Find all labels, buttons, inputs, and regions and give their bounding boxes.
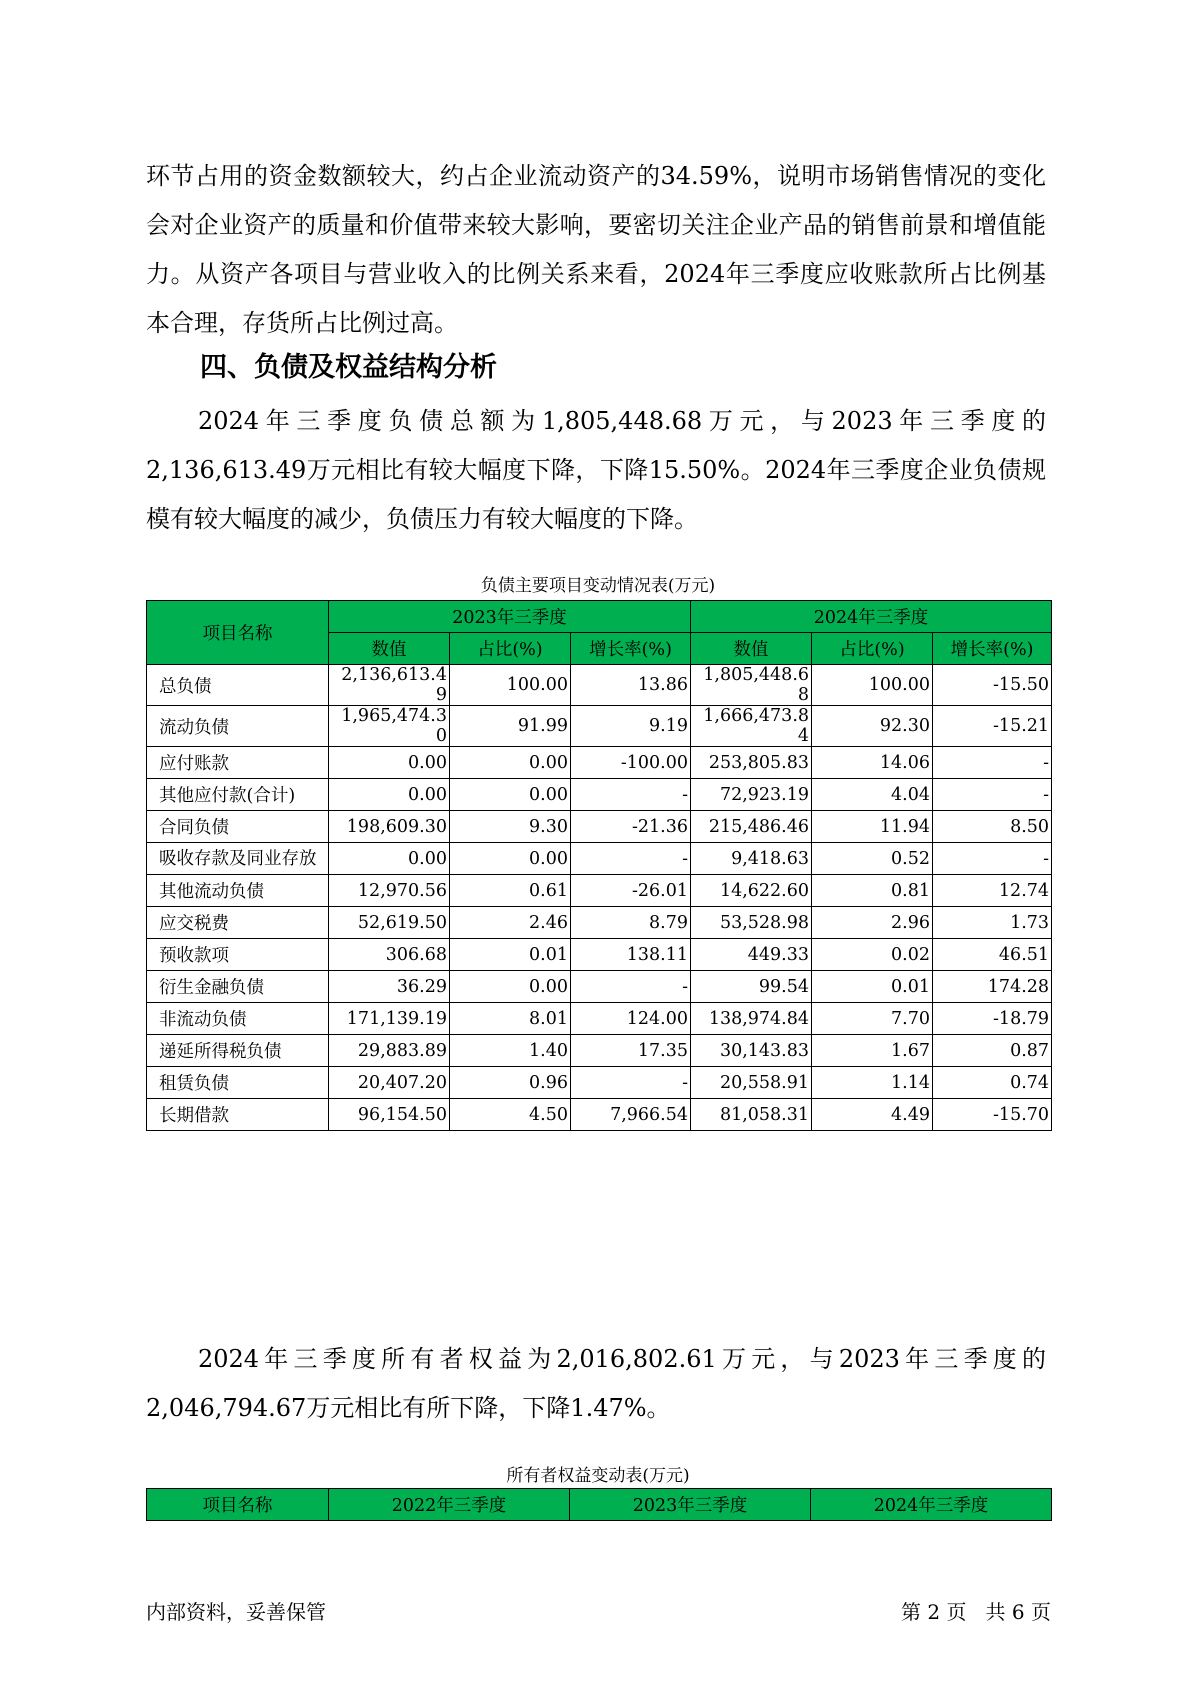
table-cell: 12.74 <box>933 875 1052 907</box>
paragraph-asset-analysis: 环节占用的资金数额较大，约占企业流动资产的34.59%，说明市场销售情况的变化会对企业资产的质量和价值带来较大影响，要密切关注企业产品的销售前景和增值能力。从资产各项目与营业收入的比例关系来看，2024年三季度应收账款所占比例基本合理，存货所占比例过高。 <box>146 162 1046 337</box>
table-cell: 1.40 <box>450 1035 571 1067</box>
row-label: 流动负债 <box>147 706 329 747</box>
table-row <box>147 1067 1052 1099</box>
header-period-2022: 2022年三季度 <box>329 1489 570 1521</box>
table-cell: 0.81 <box>812 875 933 907</box>
table-cell: -26.01 <box>571 875 691 907</box>
table-cell: - <box>571 843 691 875</box>
header-period-2024: 2024年三季度 <box>811 1489 1052 1521</box>
table-cell: 0.61 <box>450 875 571 907</box>
table-cell: 1,965,474.30 <box>329 706 450 747</box>
equity-table <box>146 1488 1052 1521</box>
liability-table <box>146 600 1052 1131</box>
table-cell: 4.49 <box>812 1099 933 1131</box>
table-row <box>147 907 1052 939</box>
table-cell: 215,486.46 <box>691 811 812 843</box>
table-cell: 1,805,448.68 <box>691 665 812 706</box>
table-cell: -100.00 <box>571 747 691 779</box>
row-label: 总负债 <box>147 665 329 706</box>
paragraph-equity-summary: 2024年三季度所有者权益为2,016,802.61万元，与2023年三季度的2,046,794.67万元相比有所下降，下降1.47%。 <box>146 1345 1046 1422</box>
table-cell: 100.00 <box>812 665 933 706</box>
table-cell: 4.04 <box>812 779 933 811</box>
table-cell: - <box>933 843 1052 875</box>
section-heading: 四、负债及权益结构分析 <box>200 352 497 383</box>
table-row <box>147 665 1052 706</box>
table-row <box>147 971 1052 1003</box>
paragraph-liability-summary: 2024年三季度负债总额为1,805,448.68万元，与2023年三季度的2,136,613.49万元相比有较大幅度下降，下降15.50%。2024年三季度企业负债规模有较大幅度的减少，负债压力有较大幅度的下降。 <box>146 407 1046 533</box>
table1-caption: 负债主要项目变动情况表(万元) <box>480 576 716 596</box>
table-row <box>147 1099 1052 1131</box>
table-cell: - <box>933 747 1052 779</box>
header-share: 占比(%) <box>450 633 571 665</box>
table-cell: 306.68 <box>329 939 450 971</box>
table-cell: 124.00 <box>571 1003 691 1035</box>
footer-page-number: 第 2 页 共 6 页 <box>901 1600 1051 1624</box>
table-cell: 17.35 <box>571 1035 691 1067</box>
table-cell: 8.01 <box>450 1003 571 1035</box>
header-growth: 增长率(%) <box>571 633 691 665</box>
table-cell: 30,143.83 <box>691 1035 812 1067</box>
table-row <box>147 875 1052 907</box>
row-label: 预收款项 <box>147 939 329 971</box>
table-cell: - <box>933 779 1052 811</box>
table-cell: -21.36 <box>571 811 691 843</box>
table-cell: 14,622.60 <box>691 875 812 907</box>
table-cell: 13.86 <box>571 665 691 706</box>
table-cell: 171,139.19 <box>329 1003 450 1035</box>
table-cell: 9,418.63 <box>691 843 812 875</box>
row-label: 应付账款 <box>147 747 329 779</box>
table-cell: 0.00 <box>450 971 571 1003</box>
table-cell: 4.50 <box>450 1099 571 1131</box>
table-cell: 0.96 <box>450 1067 571 1099</box>
table-cell: 0.00 <box>329 747 450 779</box>
table-cell: -15.50 <box>933 665 1052 706</box>
table-row <box>147 706 1052 747</box>
table-cell: 0.00 <box>450 843 571 875</box>
table-cell: 0.00 <box>450 747 571 779</box>
table-row <box>147 779 1052 811</box>
table-cell: 0.01 <box>450 939 571 971</box>
table-cell: 1.73 <box>933 907 1052 939</box>
table-cell: 2,136,613.49 <box>329 665 450 706</box>
row-label: 衍生金融负债 <box>147 971 329 1003</box>
table-row <box>147 747 1052 779</box>
table-cell: - <box>571 779 691 811</box>
table-cell: 20,407.20 <box>329 1067 450 1099</box>
table-cell: -18.79 <box>933 1003 1052 1035</box>
row-label: 非流动负债 <box>147 1003 329 1035</box>
header-item-name: 项目名称 <box>147 1489 329 1521</box>
table-cell: 8.50 <box>933 811 1052 843</box>
table2-caption: 所有者权益变动表(万元) <box>506 1466 690 1486</box>
table-cell: 11.94 <box>812 811 933 843</box>
table-cell: 91.99 <box>450 706 571 747</box>
table-cell: 1.67 <box>812 1035 933 1067</box>
header-item-name: 项目名称 <box>147 601 329 665</box>
table-cell: 81,058.31 <box>691 1099 812 1131</box>
header-period-2023: 2023年三季度 <box>570 1489 811 1521</box>
table-cell: 0.52 <box>812 843 933 875</box>
table-cell: 0.87 <box>933 1035 1052 1067</box>
row-label: 递延所得税负债 <box>147 1035 329 1067</box>
table-cell: -15.70 <box>933 1099 1052 1131</box>
row-label: 长期借款 <box>147 1099 329 1131</box>
header-growth: 增长率(%) <box>933 633 1052 665</box>
table-row <box>147 811 1052 843</box>
table-cell: 0.00 <box>329 779 450 811</box>
table-cell: 29,883.89 <box>329 1035 450 1067</box>
table-cell: 100.00 <box>450 665 571 706</box>
table-cell: 9.30 <box>450 811 571 843</box>
table-cell: 52,619.50 <box>329 907 450 939</box>
table-cell: 14.06 <box>812 747 933 779</box>
table-cell: 2.96 <box>812 907 933 939</box>
table-cell: 46.51 <box>933 939 1052 971</box>
table-cell: 174.28 <box>933 971 1052 1003</box>
table-cell: 8.79 <box>571 907 691 939</box>
table-cell: 72,923.19 <box>691 779 812 811</box>
table-cell: 0.00 <box>450 779 571 811</box>
table-cell: - <box>571 1067 691 1099</box>
table-cell: 53,528.98 <box>691 907 812 939</box>
table-row <box>147 843 1052 875</box>
header-value: 数值 <box>691 633 812 665</box>
table-cell: 92.30 <box>812 706 933 747</box>
table-cell: 138,974.84 <box>691 1003 812 1035</box>
table-cell: 1.14 <box>812 1067 933 1099</box>
header-period-2023: 2023年三季度 <box>329 601 691 633</box>
row-label: 租赁负债 <box>147 1067 329 1099</box>
table-row <box>147 1035 1052 1067</box>
table-cell: 12,970.56 <box>329 875 450 907</box>
row-label: 合同负债 <box>147 811 329 843</box>
table-cell: 138.11 <box>571 939 691 971</box>
footer-confidential-note: 内部资料，妥善保管 <box>146 1600 326 1624</box>
table-cell: 7,966.54 <box>571 1099 691 1131</box>
row-label: 应交税费 <box>147 907 329 939</box>
table-cell: 449.33 <box>691 939 812 971</box>
table-cell: 20,558.91 <box>691 1067 812 1099</box>
table-cell: -15.21 <box>933 706 1052 747</box>
table-cell: 253,805.83 <box>691 747 812 779</box>
table-cell: 99.54 <box>691 971 812 1003</box>
table-cell: 9.19 <box>571 706 691 747</box>
header-share: 占比(%) <box>812 633 933 665</box>
row-label: 吸收存款及同业存放 <box>147 843 329 875</box>
table-row <box>147 939 1052 971</box>
table-cell: 0.00 <box>329 843 450 875</box>
table-cell: 96,154.50 <box>329 1099 450 1131</box>
header-value: 数值 <box>329 633 450 665</box>
row-label: 其他流动负债 <box>147 875 329 907</box>
table-row <box>147 1003 1052 1035</box>
table-cell: 2.46 <box>450 907 571 939</box>
table-cell: 7.70 <box>812 1003 933 1035</box>
table-cell: 198,609.30 <box>329 811 450 843</box>
table-cell: 36.29 <box>329 971 450 1003</box>
table-cell: 0.01 <box>812 971 933 1003</box>
row-label: 其他应付款(合计) <box>147 779 329 811</box>
header-period-2024: 2024年三季度 <box>691 601 1052 633</box>
table-cell: 0.02 <box>812 939 933 971</box>
table-cell: - <box>571 971 691 1003</box>
table-cell: 0.74 <box>933 1067 1052 1099</box>
table-cell: 1,666,473.84 <box>691 706 812 747</box>
